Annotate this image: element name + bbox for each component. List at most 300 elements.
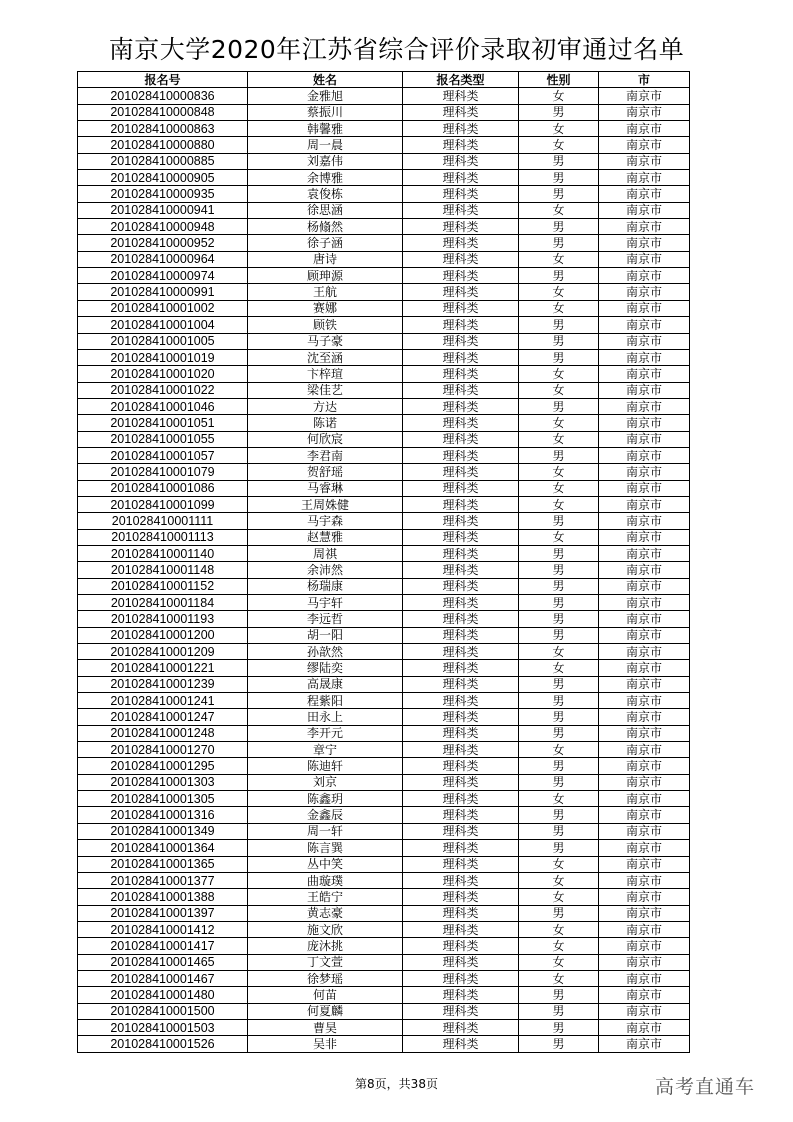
- type-cell: 理科类: [403, 284, 519, 300]
- name-cell: 赛娜: [248, 300, 403, 316]
- city-cell: 南京市: [599, 611, 690, 627]
- gender-cell: 男: [519, 317, 599, 333]
- gender-cell: 女: [519, 366, 599, 382]
- city-cell: 南京市: [599, 153, 690, 169]
- name-cell: 何苗: [248, 987, 403, 1003]
- name-cell: 唐诗: [248, 251, 403, 267]
- name-cell: 陈诺: [248, 415, 403, 431]
- city-cell: 南京市: [599, 431, 690, 447]
- table-row: [78, 251, 690, 267]
- name-cell: 马子豪: [248, 333, 403, 349]
- gender-cell: 男: [519, 268, 599, 284]
- city-cell: 南京市: [599, 840, 690, 856]
- name-cell: 金雅旭: [248, 88, 403, 104]
- type-cell: 理科类: [403, 791, 519, 807]
- city-cell: 南京市: [599, 415, 690, 431]
- type-cell: 理科类: [403, 398, 519, 414]
- registration-no-cell: 201028410001365: [78, 856, 248, 872]
- table-row: [78, 660, 690, 676]
- type-cell: 理科类: [403, 202, 519, 218]
- type-cell: 理科类: [403, 333, 519, 349]
- registration-no-cell: 201028410001020: [78, 366, 248, 382]
- type-cell: 理科类: [403, 627, 519, 643]
- table-row: [78, 170, 690, 186]
- gender-cell: 女: [519, 251, 599, 267]
- table-row: [78, 987, 690, 1003]
- city-cell: 南京市: [599, 921, 690, 937]
- registration-no-cell: 201028410001305: [78, 791, 248, 807]
- city-cell: 南京市: [599, 970, 690, 986]
- city-cell: 南京市: [599, 251, 690, 267]
- table-row: [78, 333, 690, 349]
- name-cell: 马宇森: [248, 513, 403, 529]
- name-cell: 黄志豪: [248, 905, 403, 921]
- name-cell: 韩馨雅: [248, 121, 403, 137]
- name-cell: 卞梓瑄: [248, 366, 403, 382]
- type-cell: 理科类: [403, 644, 519, 660]
- table-row: [78, 202, 690, 218]
- type-cell: 理科类: [403, 317, 519, 333]
- registration-no-cell: 201028410000952: [78, 235, 248, 251]
- table-row: [78, 464, 690, 480]
- city-cell: 南京市: [599, 1003, 690, 1019]
- registration-no-cell: 201028410000885: [78, 153, 248, 169]
- type-cell: 理科类: [403, 170, 519, 186]
- name-cell: 庞沐挑: [248, 938, 403, 954]
- table-row: [78, 644, 690, 660]
- type-cell: 理科类: [403, 88, 519, 104]
- gender-cell: 男: [519, 1036, 599, 1052]
- registration-no-cell: 201028410001364: [78, 840, 248, 856]
- registration-no-cell: 201028410001465: [78, 954, 248, 970]
- gender-cell: 女: [519, 382, 599, 398]
- name-cell: 丁文萱: [248, 954, 403, 970]
- table-header-row: [78, 72, 690, 88]
- registration-no-cell: 201028410001111: [78, 513, 248, 529]
- table-row: [78, 1003, 690, 1019]
- name-cell: 李开元: [248, 725, 403, 741]
- registration-no-cell: 201028410001239: [78, 676, 248, 692]
- table-row: [78, 872, 690, 888]
- name-cell: 丛中笑: [248, 856, 403, 872]
- type-cell: 理科类: [403, 1019, 519, 1035]
- type-cell: 理科类: [403, 970, 519, 986]
- name-cell: 孙歆然: [248, 644, 403, 660]
- city-cell: 南京市: [599, 300, 690, 316]
- registration-no-cell: 201028410001004: [78, 317, 248, 333]
- type-cell: 理科类: [403, 235, 519, 251]
- gender-cell: 男: [519, 186, 599, 202]
- gender-cell: 男: [519, 676, 599, 692]
- name-cell: 刘京: [248, 774, 403, 790]
- city-cell: 南京市: [599, 660, 690, 676]
- gender-cell: 女: [519, 938, 599, 954]
- gender-cell: 男: [519, 235, 599, 251]
- gender-cell: 女: [519, 464, 599, 480]
- city-cell: 南京市: [599, 807, 690, 823]
- city-cell: 南京市: [599, 235, 690, 251]
- table-row: [78, 578, 690, 594]
- gender-cell: 女: [519, 431, 599, 447]
- gender-cell: 女: [519, 921, 599, 937]
- registration-no-cell: 201028410001248: [78, 725, 248, 741]
- name-cell: 程紫阳: [248, 693, 403, 709]
- type-cell: 理科类: [403, 807, 519, 823]
- registration-no-cell: 201028410001140: [78, 545, 248, 561]
- table-row: [78, 284, 690, 300]
- table-row: [78, 447, 690, 463]
- table-row: [78, 366, 690, 382]
- type-cell: 理科类: [403, 660, 519, 676]
- city-cell: 南京市: [599, 447, 690, 463]
- gender-cell: 男: [519, 398, 599, 414]
- table-row: [78, 1036, 690, 1052]
- city-cell: 南京市: [599, 562, 690, 578]
- city-cell: 南京市: [599, 121, 690, 137]
- name-cell: 陈鑫玥: [248, 791, 403, 807]
- registration-no-cell: 201028410001152: [78, 578, 248, 594]
- type-cell: 理科类: [403, 905, 519, 921]
- gender-cell: 女: [519, 791, 599, 807]
- city-cell: 南京市: [599, 856, 690, 872]
- type-cell: 理科类: [403, 300, 519, 316]
- gender-cell: 男: [519, 758, 599, 774]
- city-cell: 南京市: [599, 693, 690, 709]
- name-cell: 何夏麟: [248, 1003, 403, 1019]
- table-row: [78, 300, 690, 316]
- type-cell: 理科类: [403, 137, 519, 153]
- name-cell: 曹昊: [248, 1019, 403, 1035]
- table-row: [78, 545, 690, 561]
- name-cell: 袁俊栋: [248, 186, 403, 202]
- name-cell: 余博雅: [248, 170, 403, 186]
- gender-cell: 女: [519, 644, 599, 660]
- registration-no-cell: 201028410000991: [78, 284, 248, 300]
- registration-no-cell: 201028410000848: [78, 104, 248, 120]
- table-row: [78, 791, 690, 807]
- type-cell: 理科类: [403, 742, 519, 758]
- name-cell: 胡一阳: [248, 627, 403, 643]
- table-row: [78, 186, 690, 202]
- gender-cell: 男: [519, 611, 599, 627]
- city-cell: 南京市: [599, 464, 690, 480]
- registration-no-cell: 201028410001046: [78, 398, 248, 414]
- registration-no-cell: 201028410000863: [78, 121, 248, 137]
- type-cell: 理科类: [403, 889, 519, 905]
- city-cell: 南京市: [599, 595, 690, 611]
- type-cell: 理科类: [403, 268, 519, 284]
- gender-cell: 男: [519, 104, 599, 120]
- gender-cell: 男: [519, 823, 599, 839]
- registration-no-cell: 201028410001467: [78, 970, 248, 986]
- table-row: [78, 317, 690, 333]
- name-cell: 李远哲: [248, 611, 403, 627]
- gender-cell: 男: [519, 693, 599, 709]
- type-cell: 理科类: [403, 725, 519, 741]
- type-cell: 理科类: [403, 954, 519, 970]
- registration-no-cell: 201028410001500: [78, 1003, 248, 1019]
- gender-cell: 男: [519, 562, 599, 578]
- city-cell: 南京市: [599, 202, 690, 218]
- type-cell: 理科类: [403, 938, 519, 954]
- table-row: [78, 104, 690, 120]
- registration-no-cell: 201028410001019: [78, 349, 248, 365]
- table-row: [78, 153, 690, 169]
- gender-cell: 男: [519, 595, 599, 611]
- gender-cell: 男: [519, 219, 599, 235]
- gender-cell: 女: [519, 529, 599, 545]
- gender-cell: 男: [519, 513, 599, 529]
- name-cell: 高晟康: [248, 676, 403, 692]
- city-cell: 南京市: [599, 578, 690, 594]
- city-cell: 南京市: [599, 480, 690, 496]
- type-cell: 理科类: [403, 415, 519, 431]
- admission-table: [77, 71, 690, 1053]
- registration-no-cell: 201028410001316: [78, 807, 248, 823]
- gender-cell: 男: [519, 349, 599, 365]
- gender-cell: 男: [519, 153, 599, 169]
- registration-no-cell: 201028410001051: [78, 415, 248, 431]
- name-cell: 梁佳艺: [248, 382, 403, 398]
- type-cell: 理科类: [403, 987, 519, 1003]
- table-row: [78, 496, 690, 512]
- gender-cell: 女: [519, 480, 599, 496]
- table-row: [78, 349, 690, 365]
- table-row: [78, 121, 690, 137]
- table-row: [78, 970, 690, 986]
- table-row: [78, 905, 690, 921]
- registration-no-cell: 201028410001079: [78, 464, 248, 480]
- gender-cell: 女: [519, 872, 599, 888]
- table-row: [78, 725, 690, 741]
- watermark-text: 高考直通车: [655, 1076, 756, 1098]
- registration-no-cell: 201028410001241: [78, 693, 248, 709]
- city-cell: 南京市: [599, 774, 690, 790]
- registration-no-cell: 201028410000935: [78, 186, 248, 202]
- registration-no-cell: 201028410001526: [78, 1036, 248, 1052]
- registration-no-cell: 201028410001412: [78, 921, 248, 937]
- registration-no-cell: 201028410001349: [78, 823, 248, 839]
- registration-no-cell: 201028410000948: [78, 219, 248, 235]
- type-cell: 理科类: [403, 823, 519, 839]
- table-row: [78, 938, 690, 954]
- registration-no-cell: 201028410001388: [78, 889, 248, 905]
- city-cell: 南京市: [599, 529, 690, 545]
- registration-no-cell: 201028410001057: [78, 447, 248, 463]
- name-cell: 金鑫辰: [248, 807, 403, 823]
- name-cell: 沈至涵: [248, 349, 403, 365]
- name-cell: 周祺: [248, 545, 403, 561]
- registration-no-cell: 201028410000974: [78, 268, 248, 284]
- city-cell: 南京市: [599, 889, 690, 905]
- gender-cell: 女: [519, 742, 599, 758]
- city-cell: 南京市: [599, 905, 690, 921]
- name-cell: 徐梦瑶: [248, 970, 403, 986]
- name-cell: 王周姝健: [248, 496, 403, 512]
- name-cell: 余沛然: [248, 562, 403, 578]
- type-cell: 理科类: [403, 464, 519, 480]
- gender-cell: 女: [519, 284, 599, 300]
- table-row: [78, 513, 690, 529]
- city-cell: 南京市: [599, 268, 690, 284]
- table-body: [78, 88, 690, 1052]
- gender-cell: 女: [519, 954, 599, 970]
- name-cell: 杨瑞康: [248, 578, 403, 594]
- gender-cell: 女: [519, 496, 599, 512]
- city-cell: 南京市: [599, 627, 690, 643]
- table-row: [78, 823, 690, 839]
- table-row: [78, 235, 690, 251]
- name-cell: 施文欣: [248, 921, 403, 937]
- city-cell: 南京市: [599, 954, 690, 970]
- table-row: [78, 676, 690, 692]
- gender-cell: 女: [519, 88, 599, 104]
- registration-no-cell: 201028410000880: [78, 137, 248, 153]
- name-cell: 刘嘉伟: [248, 153, 403, 169]
- registration-no-cell: 201028410001055: [78, 431, 248, 447]
- table-row: [78, 480, 690, 496]
- city-cell: 南京市: [599, 758, 690, 774]
- city-cell: 南京市: [599, 823, 690, 839]
- name-cell: 蔡振川: [248, 104, 403, 120]
- registration-no-cell: 201028410001209: [78, 644, 248, 660]
- table-row: [78, 611, 690, 627]
- city-cell: 南京市: [599, 513, 690, 529]
- table-row: [78, 268, 690, 284]
- registration-no-cell: 201028410001148: [78, 562, 248, 578]
- name-cell: 章宁: [248, 742, 403, 758]
- table-row: [78, 693, 690, 709]
- name-cell: 马宇轩: [248, 595, 403, 611]
- name-cell: 缪陆奕: [248, 660, 403, 676]
- gender-cell: 女: [519, 660, 599, 676]
- gender-cell: 女: [519, 137, 599, 153]
- city-cell: 南京市: [599, 872, 690, 888]
- type-cell: 理科类: [403, 840, 519, 856]
- type-cell: 理科类: [403, 496, 519, 512]
- city-cell: 南京市: [599, 1019, 690, 1035]
- table-row: [78, 382, 690, 398]
- city-cell: 南京市: [599, 398, 690, 414]
- page-title: 南京大学2020年江苏省综合评价录取初审通过名单: [108, 35, 685, 64]
- city-cell: 南京市: [599, 88, 690, 104]
- name-cell: 马睿琳: [248, 480, 403, 496]
- gender-cell: 男: [519, 905, 599, 921]
- registration-no-cell: 201028410001113: [78, 529, 248, 545]
- city-cell: 南京市: [599, 382, 690, 398]
- city-cell: 南京市: [599, 644, 690, 660]
- table-row: [78, 529, 690, 545]
- table-row: [78, 709, 690, 725]
- gender-cell: 男: [519, 987, 599, 1003]
- table-row: [78, 856, 690, 872]
- column-header-name: 姓名: [248, 72, 403, 88]
- city-cell: 南京市: [599, 317, 690, 333]
- table-row: [78, 88, 690, 104]
- registration-no-cell: 201028410001184: [78, 595, 248, 611]
- registration-no-cell: 201028410001503: [78, 1019, 248, 1035]
- registration-no-cell: 201028410001303: [78, 774, 248, 790]
- type-cell: 理科类: [403, 480, 519, 496]
- registration-no-cell: 201028410001086: [78, 480, 248, 496]
- city-cell: 南京市: [599, 284, 690, 300]
- name-cell: 田永上: [248, 709, 403, 725]
- column-header-registration-no: 报名号: [78, 72, 248, 88]
- type-cell: 理科类: [403, 121, 519, 137]
- type-cell: 理科类: [403, 545, 519, 561]
- type-cell: 理科类: [403, 774, 519, 790]
- registration-no-cell: 201028410000964: [78, 251, 248, 267]
- type-cell: 理科类: [403, 595, 519, 611]
- name-cell: 赵慧雅: [248, 529, 403, 545]
- name-cell: 周一晨: [248, 137, 403, 153]
- name-cell: 李君南: [248, 447, 403, 463]
- name-cell: 杨翛然: [248, 219, 403, 235]
- gender-cell: 男: [519, 627, 599, 643]
- table-row: [78, 415, 690, 431]
- registration-no-cell: 201028410001377: [78, 872, 248, 888]
- type-cell: 理科类: [403, 872, 519, 888]
- type-cell: 理科类: [403, 611, 519, 627]
- type-cell: 理科类: [403, 578, 519, 594]
- table-row: [78, 774, 690, 790]
- type-cell: 理科类: [403, 219, 519, 235]
- table-row: [78, 1019, 690, 1035]
- registration-no-cell: 201028410000941: [78, 202, 248, 218]
- registration-no-cell: 201028410001480: [78, 987, 248, 1003]
- gender-cell: 女: [519, 889, 599, 905]
- column-header-type: 报名类型: [403, 72, 519, 88]
- gender-cell: 女: [519, 202, 599, 218]
- type-cell: 理科类: [403, 251, 519, 267]
- registration-no-cell: 201028410001022: [78, 382, 248, 398]
- registration-no-cell: 201028410001221: [78, 660, 248, 676]
- type-cell: 理科类: [403, 1003, 519, 1019]
- table-row: [78, 954, 690, 970]
- gender-cell: 男: [519, 578, 599, 594]
- city-cell: 南京市: [599, 987, 690, 1003]
- table-row: [78, 758, 690, 774]
- table-row: [78, 807, 690, 823]
- registration-no-cell: 201028410001270: [78, 742, 248, 758]
- type-cell: 理科类: [403, 758, 519, 774]
- gender-cell: 女: [519, 300, 599, 316]
- city-cell: 南京市: [599, 333, 690, 349]
- gender-cell: 男: [519, 807, 599, 823]
- type-cell: 理科类: [403, 382, 519, 398]
- column-header-city: 市: [599, 72, 690, 88]
- table-row: [78, 595, 690, 611]
- table-row: [78, 431, 690, 447]
- city-cell: 南京市: [599, 219, 690, 235]
- type-cell: 理科类: [403, 447, 519, 463]
- city-cell: 南京市: [599, 1036, 690, 1052]
- name-cell: 周一轩: [248, 823, 403, 839]
- city-cell: 南京市: [599, 186, 690, 202]
- gender-cell: 男: [519, 170, 599, 186]
- gender-cell: 男: [519, 333, 599, 349]
- city-cell: 南京市: [599, 742, 690, 758]
- city-cell: 南京市: [599, 791, 690, 807]
- type-cell: 理科类: [403, 856, 519, 872]
- gender-cell: 男: [519, 725, 599, 741]
- name-cell: 曲璇璞: [248, 872, 403, 888]
- column-header-gender: 性别: [519, 72, 599, 88]
- city-cell: 南京市: [599, 938, 690, 954]
- name-cell: 吴非: [248, 1036, 403, 1052]
- name-cell: 顾珅源: [248, 268, 403, 284]
- city-cell: 南京市: [599, 496, 690, 512]
